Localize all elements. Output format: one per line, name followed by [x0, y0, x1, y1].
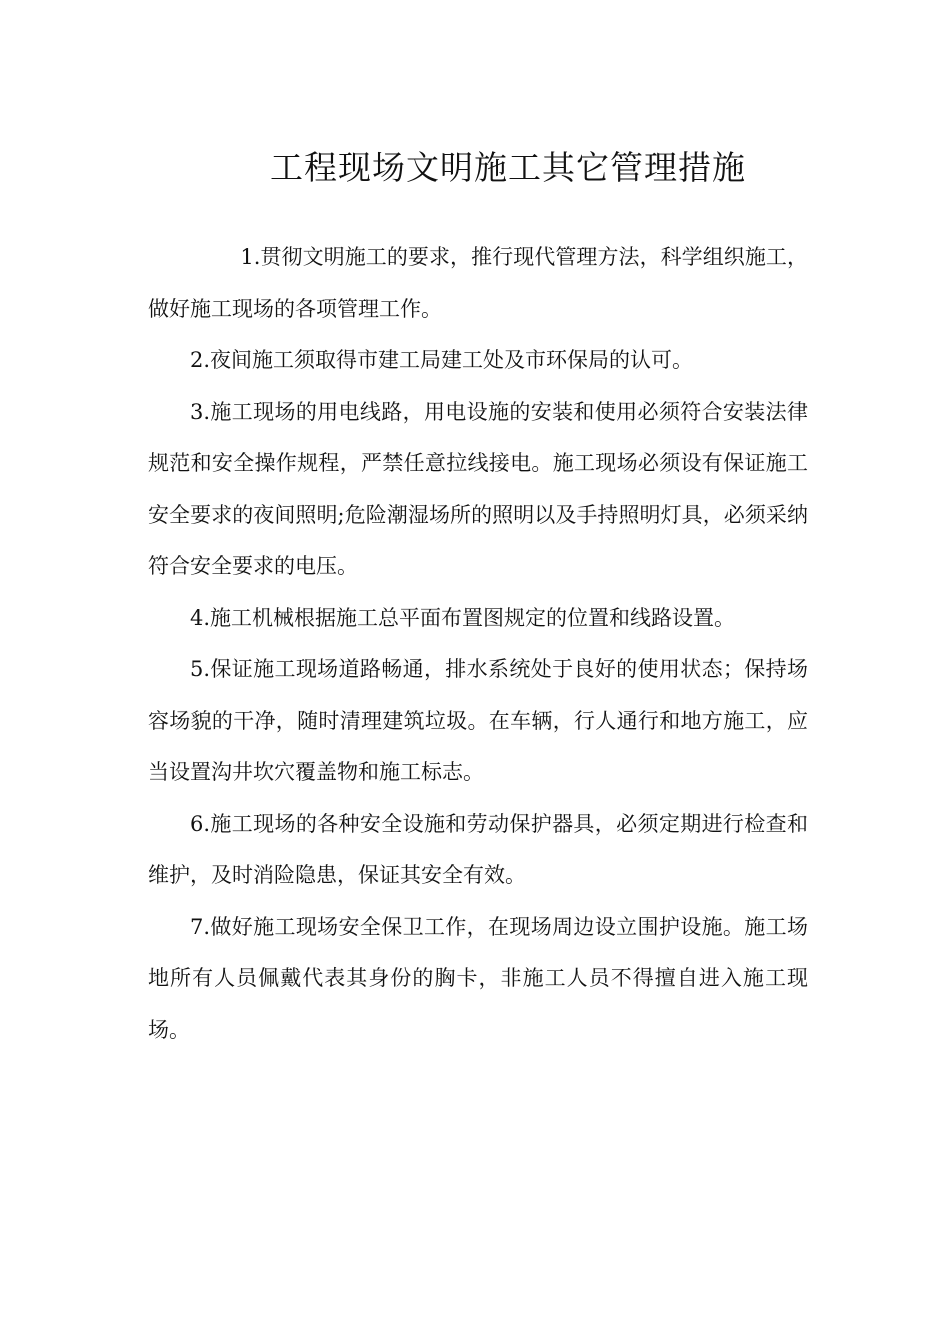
paragraph-4: 4.施工机械根据施工总平面布置图规定的位置和线路设置。	[190, 605, 736, 630]
paragraph-5: 5.保证施工现场道路畅通，排水系统处于良好的使用状态；保持场容场貌的干净，随时清理建筑垃圾。在车辆，行人通行和地方施工，应当设置沟井坎穴覆盖物和施工标志。	[148, 657, 808, 784]
paragraph-6: 6.施工现场的各种安全设施和劳动保护器具，必须定期进行检查和维护，及时消险隐患，保证其安全有效。	[148, 811, 808, 887]
paragraph-3: 3.施工现场的用电线路，用电设施的安装和使用必须符合安装法律规范和安全操作规程，严禁任意拉线接电。施工现场必须设有保证施工安全要求的夜间照明;危险潮湿场所的照明以及手持照明灯具，必须采纳符合安全要求的电压。	[148, 399, 808, 578]
document-body	[148, 232, 808, 1056]
paragraph-2: 2.夜间施工须取得市建工局建工处及市环保局的认可。	[190, 348, 694, 372]
paragraph-1: 1.贯彻文明施工的要求，推行现代管理方法，科学组织施工，做好施工现场的各项管理工作。	[148, 245, 808, 321]
paragraph-7: 7.做好施工现场安全保卫工作，在现场周边设立围护设施。施工场地所有人员佩戴代表其身份的胸卡，非施工人员不得擅自进入施工现场。	[148, 914, 808, 1042]
document-title: 工程现场文明施工其它管理措施	[270, 148, 746, 188]
